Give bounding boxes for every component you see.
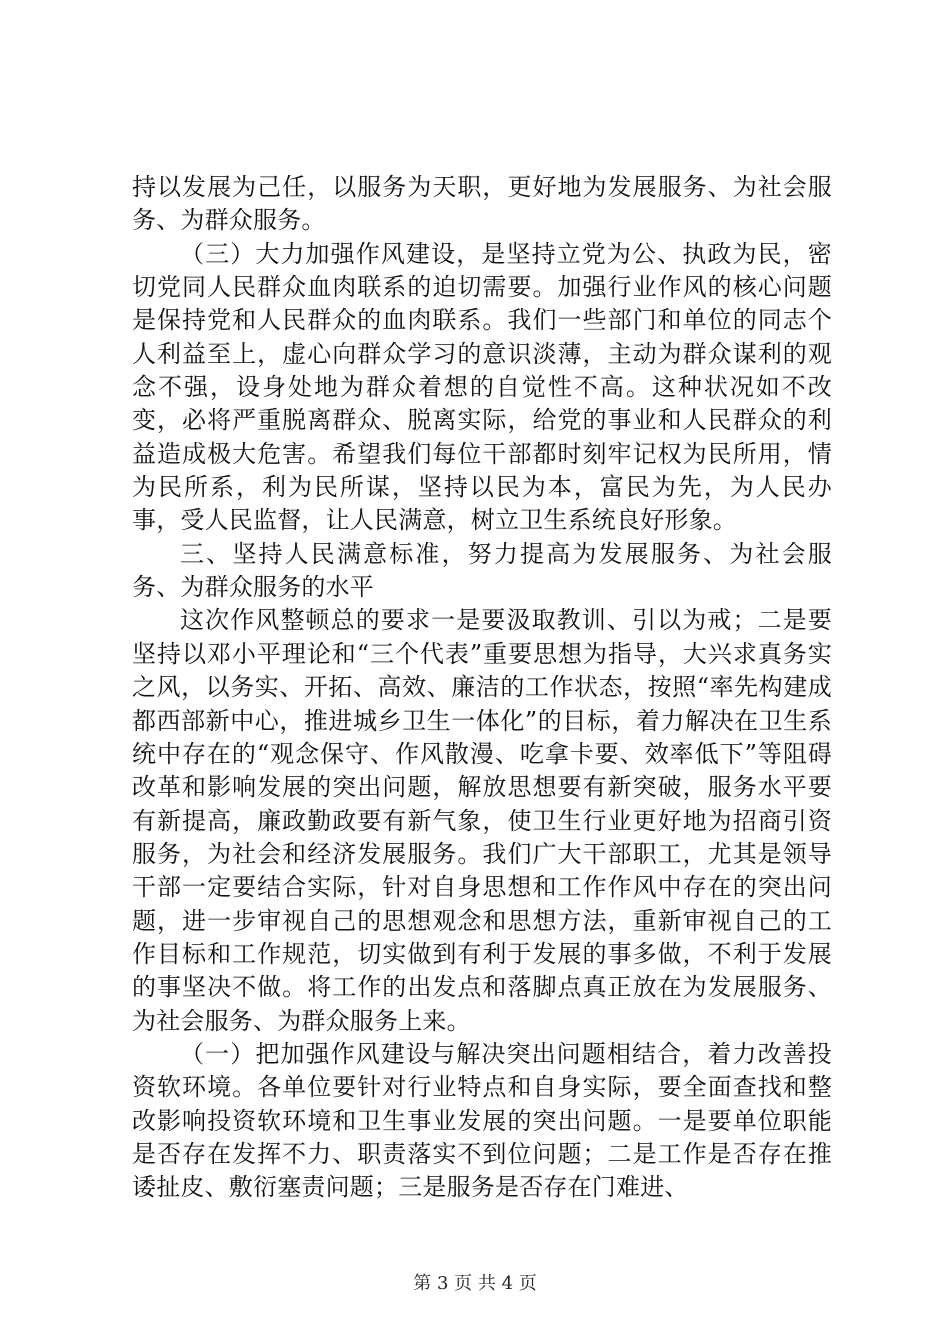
page-number-footer: 第 3 页 共 4 页	[413, 1273, 537, 1294]
paragraph-section-three: （三）大力加强作风建设，是坚持立党为公、执政为民，密切党同人民群众血肉联系的迫切需要。加强行业作风的核心问题是保持党和人民群众的血肉联系。我们一些部门和单位的同志个人利益至上，虚心向群众学习的意识淡薄，主动为群众谋利的观念不强，设身处地为群众着想的自觉性不高。这种状况如不改变，必将严重脱离群众、脱离实际，给党的事业和人民群众的利益造成极大危害。希望我们每位干部都时刻牢记权为民所用，情为民所系，利为民所谋，坚持以民为本，富民为先，为人民办事，受人民监督，让人民满意，树立卫生系统良好形象。	[132, 239, 832, 535]
document-body	[132, 171, 832, 1205]
section-heading: 三、坚持人民满意标准，努力提高为发展服务、为社会服务、为群众服务的水平	[132, 539, 832, 602]
paragraph-continuation: 持以发展为己任，以服务为天职，更好地为发展服务、为社会服务、为群众服务。	[132, 173, 832, 235]
paragraph-requirements: 这次作风整顿总的要求一是要汲取教训、引以为戒；二是要坚持以邓小平理论和“三个代表”重要思想为指导，大兴求真务实之风，以务实、开拓、高效、廉洁的工作状态，按照“率先构建成都西部新中心，推进城乡卫生一体化”的目标，着力解决在卫生系统中存在的“观念保守、作风散漫、吃拿卡要、效率低下”等阻碍改革和影响发展的突出问题，解放思想要有新突破，服务水平要有新提高，廉政勤政要有新气象，使卫生行业更好地为招商引资服务，为社会和经济发展服务。我们广大干部职工，尤其是领导干部一定要结合实际，针对自身思想和工作作风中存在的突出问题，进一步审视自己的思想观念和思想方法，重新审视自己的工作目标和工作规范，切实做到有利于发展的事多做，不利于发展的事坚决不做。将工作的出发点和落脚点真正放在为发展服务、为社会服务、为群众服务上来。	[132, 606, 832, 1035]
paragraph-item-one: （一）把加强作风建设与解决突出问题相结合，着力改善投资软环境。各单位要针对行业特点和自身实际，要全面查找和整改影响投资软环境和卫生事业发展的突出问题。一是要单位职能是否存在发挥不力、职责落实不到位问题；二是工作是否存在推诿扯皮、敷衍塞责问题；三是服务是否存在门难进、	[132, 1039, 832, 1202]
